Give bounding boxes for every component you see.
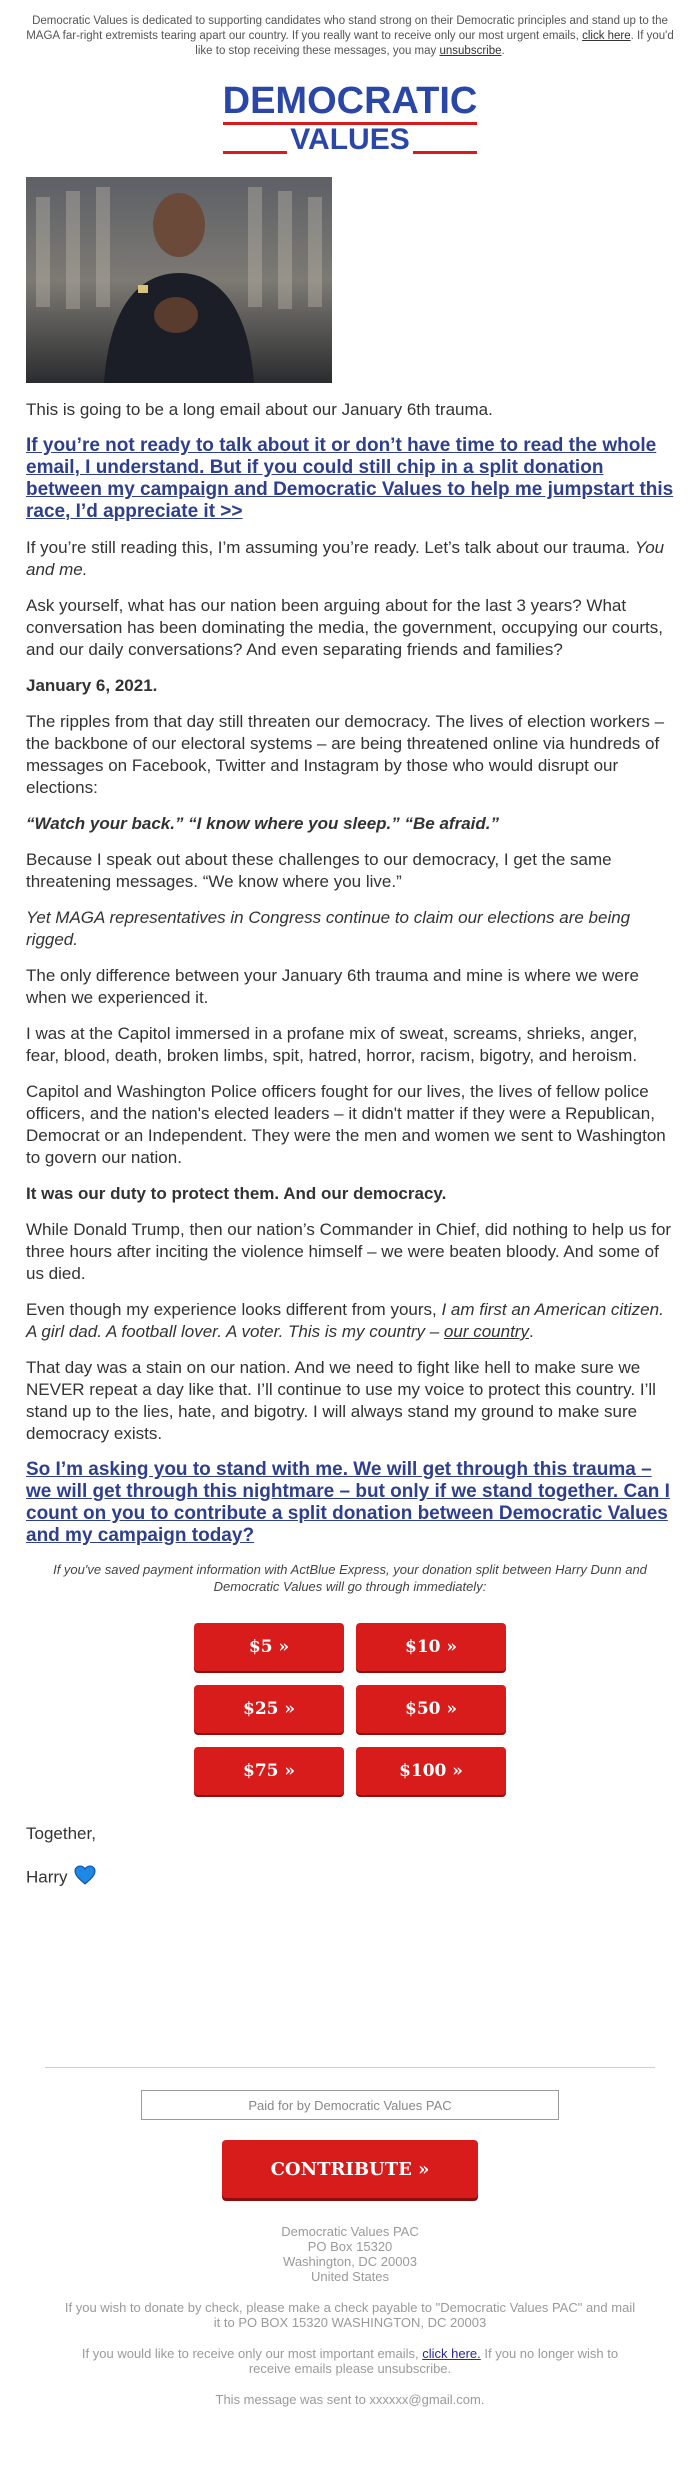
logo-line-1: DEMOCRATIC bbox=[222, 80, 478, 122]
address-line-4: United States bbox=[310, 2269, 390, 2284]
signoff-name-row bbox=[0, 1865, 700, 1891]
paragraph-citizen bbox=[26, 1299, 674, 1343]
donate-75-button[interactable]: $75 » bbox=[194, 1747, 344, 1795]
important-emails-note bbox=[0, 2346, 700, 2376]
split-donation-link-top[interactable]: If you’re not ready to talk about it or don’t have time to read the whole email, I understand. But if you could still chip in a split donation between my campaign and Democratic Values to help me jumpstart this race, I’d appreciate it >> bbox=[26, 435, 674, 522]
democratic-values-logo bbox=[215, 79, 485, 155]
logo bbox=[0, 79, 700, 159]
donate-5-button[interactable]: $5 » bbox=[194, 1623, 344, 1671]
unsubscribe-link[interactable]: unsubscribe bbox=[439, 45, 502, 57]
citizen-end: . bbox=[528, 1322, 534, 1341]
duty-statement: It was our duty to protect them. And our democracy. bbox=[26, 1184, 447, 1203]
blue-heart-icon bbox=[74, 1865, 96, 1891]
officer-portrait-image bbox=[26, 177, 332, 383]
paragraph-maga-claims: Yet MAGA representatives in Congress continue to claim our elections are being rigged. bbox=[26, 908, 631, 949]
donate-100-button[interactable]: $100 » bbox=[356, 1747, 506, 1795]
actblue-caption: If you've saved payment information with ActBlue Express, your donation split between Harry Dunn and Democratic Values will go through immediately: bbox=[53, 1562, 647, 1594]
mailing-address bbox=[0, 2224, 700, 2284]
paragraph-ripples: The ripples from that day still threaten our democracy. The lives of election workers – the backbone of our electoral systems – are being threatened online via hundreds of messages on Facebook, Twitter and Instagram by those who would disrupt our elections: bbox=[26, 712, 665, 797]
paragraph-difference: The only difference between your January 6th trauma and mine is where we were when we experienced it. bbox=[26, 966, 639, 1007]
preheader bbox=[20, 0, 680, 59]
address-line-1: Democratic Values PAC bbox=[281, 2224, 419, 2239]
important-emails-link[interactable]: click here. bbox=[422, 2346, 481, 2361]
contribute-button[interactable]: CONTRIBUTE » bbox=[222, 2140, 478, 2198]
threat-quote: “Watch your back.” “I know where you sleep.” “Be afraid.” bbox=[26, 814, 499, 833]
email-body bbox=[0, 399, 700, 1547]
paragraph-police: Capitol and Washington Police officers fought for our lives, the lives of fellow police officers, and the nation's elected leaders – it didn't matter if they were a Republican, Democrat or an Independent. They were the men and women we sent to Washington to govern our nation. bbox=[26, 1082, 666, 1167]
footer-divider bbox=[45, 2067, 655, 2068]
check-instructions: If you wish to donate by check, please make a check payable to "Democratic Values PAC" and mail it to PO BOX 15320 WASHINGTON, DC 20003 bbox=[64, 2300, 636, 2330]
paragraph-ask-yourself: Ask yourself, what has our nation been arguing about for the last 3 years? What conversation has been dominating the media, the government, occupying our courts, and our daily conversations? And even separating friends and families? bbox=[26, 596, 663, 659]
signoff-name: Harry bbox=[26, 1867, 68, 1887]
split-donation-link-bottom[interactable]: So I’m asking you to stand with me. We will get through this trauma – we will get through this nightmare – but only if we stand together. Can I count on you to contribute a split donation between Democratic Values and my campaign today? bbox=[26, 1459, 670, 1546]
unsubscribe-text: If you no longer wish to receive emails please unsubscribe. bbox=[248, 2346, 619, 2376]
paid-for-box: Paid for by Democratic Values PAC bbox=[141, 2090, 559, 2120]
preheader-text-3: . bbox=[501, 45, 505, 57]
donate-25-button[interactable]: $25 » bbox=[194, 1685, 344, 1733]
paragraph-trump: While Donald Trump, then our nation’s Commander in Chief, did nothing to help us for three hours after inciting the violence himself – we were beaten bloody. And some of us died. bbox=[26, 1220, 672, 1283]
preheader-text: Democratic Values is dedicated to supporting candidates who stand strong on their Democratic principles and stand up to the MAGA far-right extremists tearing apart our country. If you really want to receive only our most urgent emails, bbox=[26, 15, 668, 42]
donation-buttons bbox=[194, 1623, 506, 1795]
important-emails-text: If you would like to receive only our most important emails, bbox=[81, 2346, 423, 2361]
urgent-emails-link[interactable]: click here bbox=[582, 30, 631, 42]
citizen-italic: I am first an American citizen. A girl dad. A football lover. A voter. This is my country – bbox=[26, 1300, 664, 1341]
sent-to-note: This message was sent to xxxxxx@gmail.com. bbox=[215, 2392, 485, 2407]
our-country: our country bbox=[443, 1322, 529, 1341]
you-and-me: You and me. bbox=[26, 538, 665, 579]
citizen-text: Even though my experience looks different from yours, bbox=[26, 1300, 442, 1319]
logo-line-2: VALUES bbox=[290, 123, 410, 155]
logo-red-rule-left bbox=[223, 151, 287, 154]
hero-photo bbox=[26, 177, 332, 383]
signoff-together: Together, bbox=[26, 1824, 96, 1843]
paragraph-capitol: I was at the Capitol immersed in a profane mix of sweat, screams, shrieks, anger, fear, blood, death, broken limbs, spit, hatred, horror, racism, bigotry, and heroism. bbox=[26, 1024, 638, 1065]
preheader-text-2: . If you'd like to stop receiving these messages, you may bbox=[195, 30, 674, 57]
address-line-3: Washington, DC 20003 bbox=[283, 2254, 417, 2269]
paragraph-speak-out: Because I speak out about these challenges to our democracy, I get the same threatening messages. “We know where you live.” bbox=[26, 850, 612, 891]
donate-50-button[interactable]: $50 » bbox=[356, 1685, 506, 1733]
address-line-2: PO Box 15320 bbox=[307, 2239, 393, 2254]
logo-red-rule-right bbox=[413, 151, 477, 154]
donate-10-button[interactable]: $10 » bbox=[356, 1623, 506, 1671]
paragraph-stain: That day was a stain on our nation. And we need to fight like hell to make sure we NEVER repeat a day like that. I’ll continue to use my voice to protect this country. I’ll stand up to the lies, hate, and bigotry. I will always stand my ground to make sure democracy exists. bbox=[26, 1358, 656, 1443]
paragraph-ready-text: If you’re still reading this, I’m assuming you’re ready. Let’s talk about our trauma. bbox=[26, 538, 635, 557]
intro-paragraph: This is going to be a long email about our January 6th trauma. bbox=[26, 400, 493, 419]
paragraph-ready bbox=[26, 537, 674, 581]
date-heading: January 6, 2021. bbox=[26, 676, 158, 695]
